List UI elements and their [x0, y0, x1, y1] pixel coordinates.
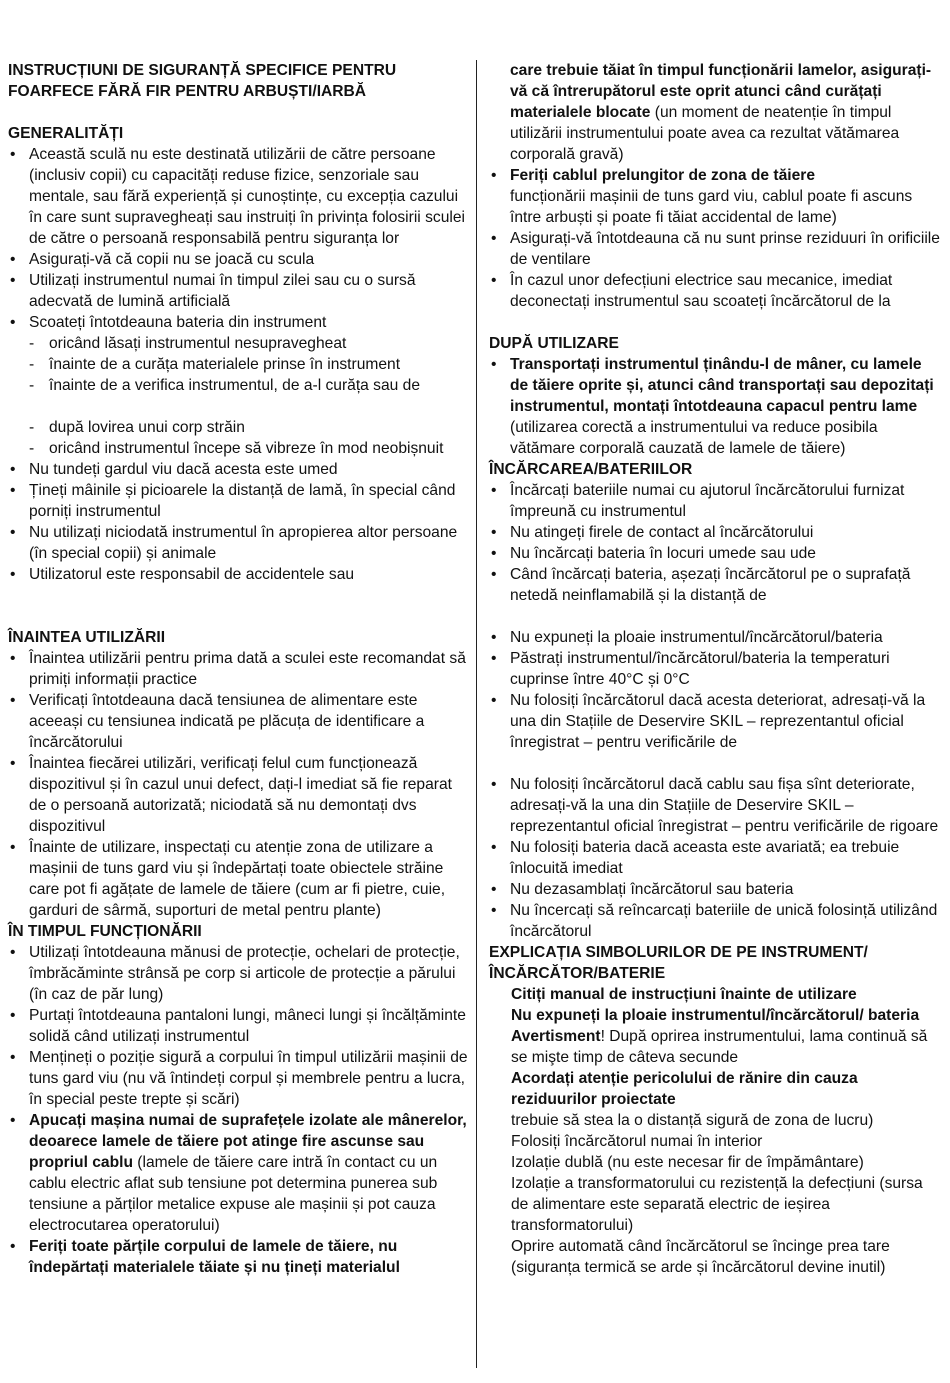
list-item: • Nu folosiți bateria dacă aceasta este avariată; ea trebuie înlocuită imediat [489, 837, 944, 879]
list-item: • Nu dezasamblați încărcătorul sau bateria [489, 879, 944, 900]
during-use-list [8, 942, 468, 1278]
list-item: • Această sculă nu este destinată utilizării de către persoane (inclusiv copii) cu capacități reduse fizice, senzoriale sau mentale, sau fără experiență și cunoștințe, cu excepția cazului în care sunt supravegheați sau instruiți în privința folosirii sculei de către o persoană responsabilă pentru siguranța lor [8, 144, 468, 249]
sub-list-item: - oricând lăsați instrumentul nesupravegheat [8, 333, 468, 354]
list-item: • Înainte de utilizare, inspectați cu atenție zona de utilizare a mașinii de tuns gard viu și îndepărtați toate obiectele străine care pot fi agățate de lamele de tăiere (cum ar fi pietre, cuie, garduri de sârmă, suporturi de metal pentru plante) [8, 837, 468, 921]
list-item: • Utilizați instrumentul numai în timpul zilei sau cu o sursă adecvată de lumină artificială [8, 270, 468, 312]
section-heading-before-use: ÎNAINTEA UTILIZĂRII [8, 629, 166, 646]
symbol-description: Izolație a transformatorului cu rezistență la defecțiuni (sursa de alimentare este separată electric de ieșirea transformatorului) [511, 1175, 923, 1234]
list-item [489, 354, 944, 459]
list-item: • Nu atingeți firele de contact al încărcătorului [489, 522, 944, 543]
continued-paragraph [489, 60, 944, 165]
list-item: • Nu încărcați bateria în locuri umede sau ude [489, 543, 944, 564]
list-item: • Nu folosiți încărcătorul dacă cablu sau fișa sînt deteriorate, adresați-vă la una din Stațiile de Deservire SKIL – reprezentantul oficial înregistrat – pentru verificările de rigoare [489, 774, 944, 837]
bold-text: Feriți toate părțile corpului de lamele de tăiere, nu îndepărtați materialele tăiate și nu țineți materialul [29, 1238, 400, 1276]
bold-text: care trebuie tăiat în timpul funcționării lamelor, asigurați-vă că întrerupătorul este oprit atunci când curățați materialele blocate [510, 62, 932, 121]
symbol-description: Citiți manual de instrucțiuni înainte de utilizare [511, 986, 857, 1003]
spacer [489, 606, 944, 627]
list-item [8, 1110, 468, 1236]
section-heading-general: GENERALITĂȚI [8, 125, 124, 142]
list-item: • Asigurați-vă întotdeauna că nu sunt prinse reziduuri în orificiile de ventilare [489, 228, 944, 270]
bold-text: Apucați mașina numai de suprafețele izolate ale mânerelor, deoarece lamele de tăiere pot atinge fire ascunse sau propriul cablu [29, 1112, 467, 1171]
general-list [8, 144, 468, 585]
bold-text: Transportați instrumentul ținându-l de mâner, cu lamele de tăiere oprite și, atunci când transportați sau depozitați instrumentul, montați întotdeauna capacul pentru lame [510, 356, 934, 415]
bold-text: Feriți cablul prelungitor de zona de tăiere [510, 167, 815, 184]
list-item: • Înaintea fiecărei utilizări, verificați felul cum funcționează dispozitivul și în cazul unui defect, dați-l imediat să fie reparat de o persoană autorizată; niciodată să nu demontați dvs dispozitivul [8, 753, 468, 837]
list-item: • Când încărcați bateria, așezați încărcătorul pe o suprafață netedă neinflamabilă și la distanță de [489, 564, 944, 606]
list-item: • Nu încercați să reîncarcați bateriile de unică folosință utilizând încărcătorul [489, 900, 944, 942]
section-heading-during-use: ÎN TIMPUL FUNCȚIONĂRII [8, 923, 202, 940]
sub-list-item: - oricând instrumentul începe să vibreze în mod neobișnuit [8, 438, 468, 459]
list-item: • Nu folosiți încărcătorul dacă acesta deteriorat, adresați-vă la una din Stațiile de Deservire SKIL – reprezentantul oficial înregistrat – pentru verificările de [489, 690, 944, 753]
before-use-list [8, 648, 468, 921]
list-item: • Încărcați bateriile numai cu ajutorul încărcătorului furnizat împreună cu instrumentul [489, 480, 944, 522]
section-heading-symbols: EXPLICAȚIA SIMBOLURILOR DE PE INSTRUMENT/ ÎNCĂRCĂTOR/BATERIE [489, 944, 868, 982]
list-item: • Țineți mâinile și picioarele la distanță de lamă, în special când porniți instrumentul [8, 480, 468, 522]
left-column [8, 60, 468, 1278]
page-title: INSTRUCȚIUNI DE SIGURANȚĂ SPECIFICE PENTRU FOARFECE FĂRĂ FIR PENTRU ARBUȘTI/IARBĂ [8, 62, 397, 100]
spacer [489, 753, 944, 774]
spacer [8, 396, 468, 417]
bold-text: Avertisment [511, 1028, 601, 1045]
list-item: • În cazul unor defecțiuni electrice sau mecanice, imediat deconectați instrumentul sau scoateți încărcătorul de la [489, 270, 944, 312]
section-heading-after-use: DUPĂ UTILIZARE [489, 335, 619, 352]
list-item [489, 165, 944, 228]
sub-list-item: - înainte de a verifica instrumentul, de a-l curăța sau de [8, 375, 468, 396]
body-text: funcționării mașinii de tuns gard viu, cablul poate fi ascuns între arbuști și poate fi tăiat accidental de lame) [510, 188, 913, 226]
symbol-description: Acordați atenție pericolului de rănire din cauza reziduurilor proiectate [511, 1070, 858, 1108]
section-heading-charging: ÎNCĂRCAREA/BATERIILOR [489, 461, 693, 478]
symbol-description: trebuie să stea la o distanță sigură de zona de lucru) [511, 1112, 874, 1129]
symbol-description: Izolație dublă (nu este necesar fir de împământare) [511, 1154, 864, 1171]
charging-list [489, 480, 944, 942]
right-column [489, 60, 944, 1278]
symbol-description [489, 1026, 944, 1068]
list-item: • Nu utilizați niciodată instrumentul în apropierea altor persoane (în special copii) și animale [8, 522, 468, 564]
list-item [8, 1236, 468, 1278]
list-item: • Mențineți o poziție sigură a corpului în timpul utilizării mașinii de tuns gard viu (nu vă întindeți corpul și membrele pentru a lucra, în special peste trepte și scări) [8, 1047, 468, 1110]
symbol-description: Oprire automată când încărcătorul se încinge prea tare (siguranța termică se arde și încărcătorul devine inutil) [511, 1238, 890, 1276]
during-use-list-continued [489, 165, 944, 312]
list-item: • Verificați întotdeauna dacă tensiunea de alimentare este aceeași cu tensiunea indicată pe plăcuța de identificare a încărcătorului [8, 690, 468, 753]
list-item: • Asigurați-vă că copii nu se joacă cu scula [8, 249, 468, 270]
sub-list-item: - înainte de a curăța materialele prinse în instrument [8, 354, 468, 375]
list-item: • Nu tundeți gardul viu dacă acesta este umed [8, 459, 468, 480]
body-text: ! După oprirea instrumentului, lama continuă să se mişte timp de câteva secunde [511, 1028, 928, 1066]
column-divider [476, 60, 477, 1368]
symbol-description: Folosiți încărcătorul numai în interior [511, 1133, 763, 1150]
list-item: • Scoateți întotdeauna bateria din instrument [8, 312, 468, 333]
list-item: • Înaintea utilizării pentru prima dată a sculei este recomandat să primiți informații practice [8, 648, 468, 690]
list-item: • Păstrați instrumentul/încărcătorul/bateria la temperaturi cuprinse între 40°C și 0°C [489, 648, 944, 690]
symbol-description: Nu expuneți la ploaie instrumentul/încărcătorul/ bateria [511, 1007, 920, 1024]
body-text: (un moment de neatenție în timpul utilizării instrumentului poate avea ca rezultat vătămarea corporală gravă) [510, 104, 900, 163]
symbols-list [489, 984, 944, 1278]
body-text: (utilizarea corectă a instrumentului va reduce posibila vătămare corporală cauzată de lamele de tăiere) [510, 419, 878, 457]
sub-list-item: - după lovirea unui corp străin [8, 417, 468, 438]
body-text: (lamele de tăiere care intră în contact cu un cablu electric aflat sub tensiune pot determina punerea sub tensiune a părților metalice expuse ale mașinii și pot cauza electrocutarea operatorului) [29, 1154, 438, 1234]
list-item: • Utilizați întotdeauna mănusi de protecție, ochelari de protecție, îmbrăcăminte strânsă pe corp si articole de protecție a părului (în caz de păr lung) [8, 942, 468, 1005]
list-item: • Nu expuneți la ploaie instrumentul/încărcătorul/bateria [489, 627, 944, 648]
after-use-list [489, 354, 944, 459]
list-item: • Utilizatorul este responsabil de accidentele sau [8, 564, 468, 585]
list-item: • Purtați întotdeauna pantaloni lungi, mâneci lungi și încălțăminte solidă când utilizați instrumentul [8, 1005, 468, 1047]
